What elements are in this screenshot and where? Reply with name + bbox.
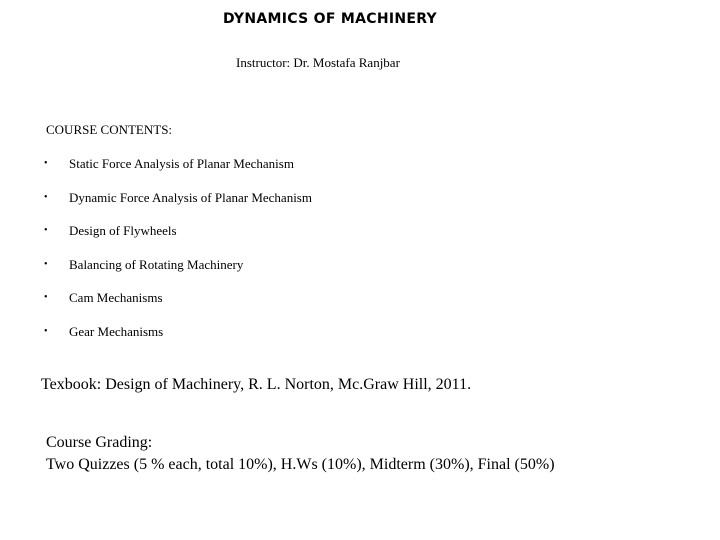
topic-label: Dynamic Force Analysis of Planar Mechanism — [69, 190, 312, 205]
textbook-line: Texbook: Design of Machinery, R. L. Norton, Mc.Graw Hill, 2011. — [41, 376, 472, 393]
course-grading-detail: Two Quizzes (5 % each, total 10%), H.Ws (10%), Midterm (30%), Final (50%) — [46, 456, 555, 473]
bullet-icon: • — [44, 192, 48, 203]
bullet-icon: • — [44, 259, 48, 270]
topic-label: Gear Mechanisms — [69, 324, 164, 339]
topic-label: Design of Flywheels — [69, 223, 177, 238]
course-grading-heading: Course Grading: — [46, 434, 153, 451]
topic-label: Cam Mechanisms — [69, 290, 163, 305]
topic-label: Balancing of Rotating Machinery — [69, 257, 244, 272]
course-contents-heading: COURSE CONTENTS: — [46, 122, 173, 137]
topic-label: Static Force Analysis of Planar Mechanism — [69, 156, 294, 171]
instructor-line: Instructor: Dr. Mostafa Ranjbar — [236, 55, 400, 70]
bullet-icon: • — [44, 326, 48, 337]
bullet-icon: • — [44, 292, 48, 303]
bullet-icon: • — [44, 225, 48, 236]
document-title: DYNAMICS OF MACHINERY — [223, 11, 437, 27]
bullet-icon: • — [44, 158, 48, 169]
